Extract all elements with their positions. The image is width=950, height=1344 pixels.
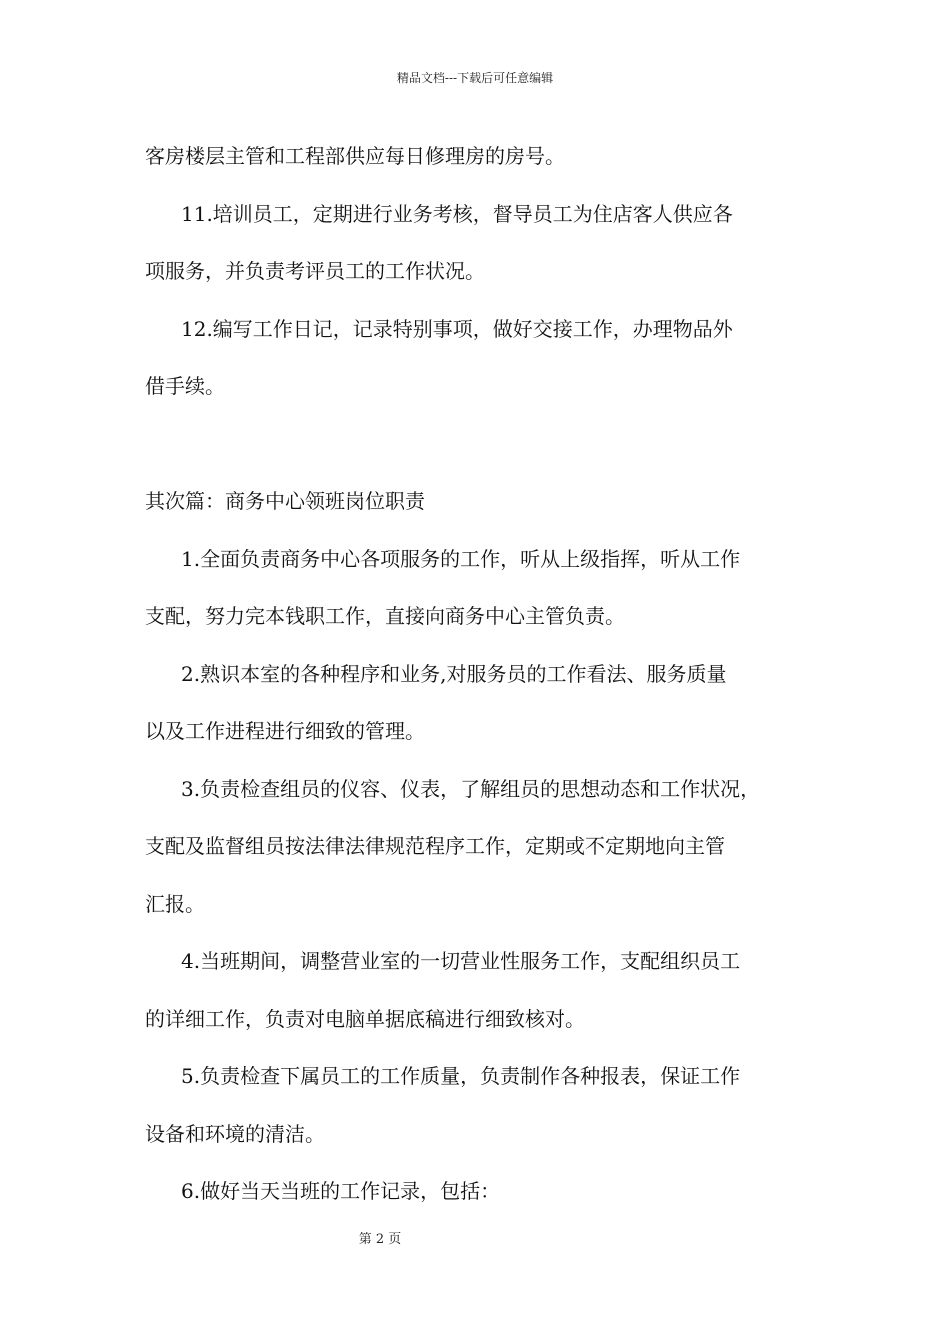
paragraph-line: 以及工作进程进行细致的管理。 bbox=[145, 719, 425, 743]
section-gap bbox=[145, 416, 825, 474]
section-heading: 其次篇：商务中心领班岗位职责 bbox=[145, 489, 425, 513]
paragraph-line: 4.当班期间，调整营业室的一切营业性服务工作，支配组织员工 bbox=[181, 949, 741, 973]
document-body bbox=[145, 128, 825, 1221]
paragraph-line: 支配及监督组员按法律法律规范程序工作，定期或不定期地向主管 bbox=[145, 834, 725, 858]
paragraph-line: 汇报。 bbox=[145, 891, 205, 916]
paragraph-line: 11.培训员工，定期进行业务考核，督导员工为住店客人供应各 bbox=[181, 201, 733, 226]
paragraph-line: 支配，努力完本钱职工作，直接向商务中心主管负责。 bbox=[145, 604, 625, 628]
paragraph-line: 1.全面负责商务中心各项服务的工作，听从上级指挥，听从工作 bbox=[181, 546, 741, 571]
paragraph-line: 客房楼层主管和工程部供应每日修理房的房号。 bbox=[145, 144, 565, 168]
paragraph-line: 的详细工作，负责对电脑单据底稿进行细致核对。 bbox=[145, 1006, 585, 1031]
paragraph-line: 2.熟识本室的各种程序和业务,对服务员的工作看法、服务质量 bbox=[181, 661, 727, 686]
paragraph-line: 5.负责检查下属员工的工作质量，负责制作各种报表，保证工作 bbox=[181, 1064, 741, 1088]
page-number: 第 2 页 bbox=[358, 1232, 402, 1247]
paragraph-line: 项服务，并负责考评员工的工作状况。 bbox=[145, 259, 485, 283]
paragraph-line: 3.负责检查组员的仪容、仪表，了解组员的思想动态和工作状况， bbox=[181, 776, 761, 801]
paragraph-line: 6.做好当天当班的工作记录，包括： bbox=[181, 1179, 501, 1203]
paragraph-line: 借手续。 bbox=[145, 374, 225, 398]
paragraph-line: 设备和环境的清洁。 bbox=[145, 1121, 325, 1146]
paragraph-line: 12.编写工作日记，记录特别事项，做好交接工作，办理物品外 bbox=[181, 316, 733, 341]
page-header: 精品文档---下载后可任意编辑 bbox=[396, 71, 554, 85]
